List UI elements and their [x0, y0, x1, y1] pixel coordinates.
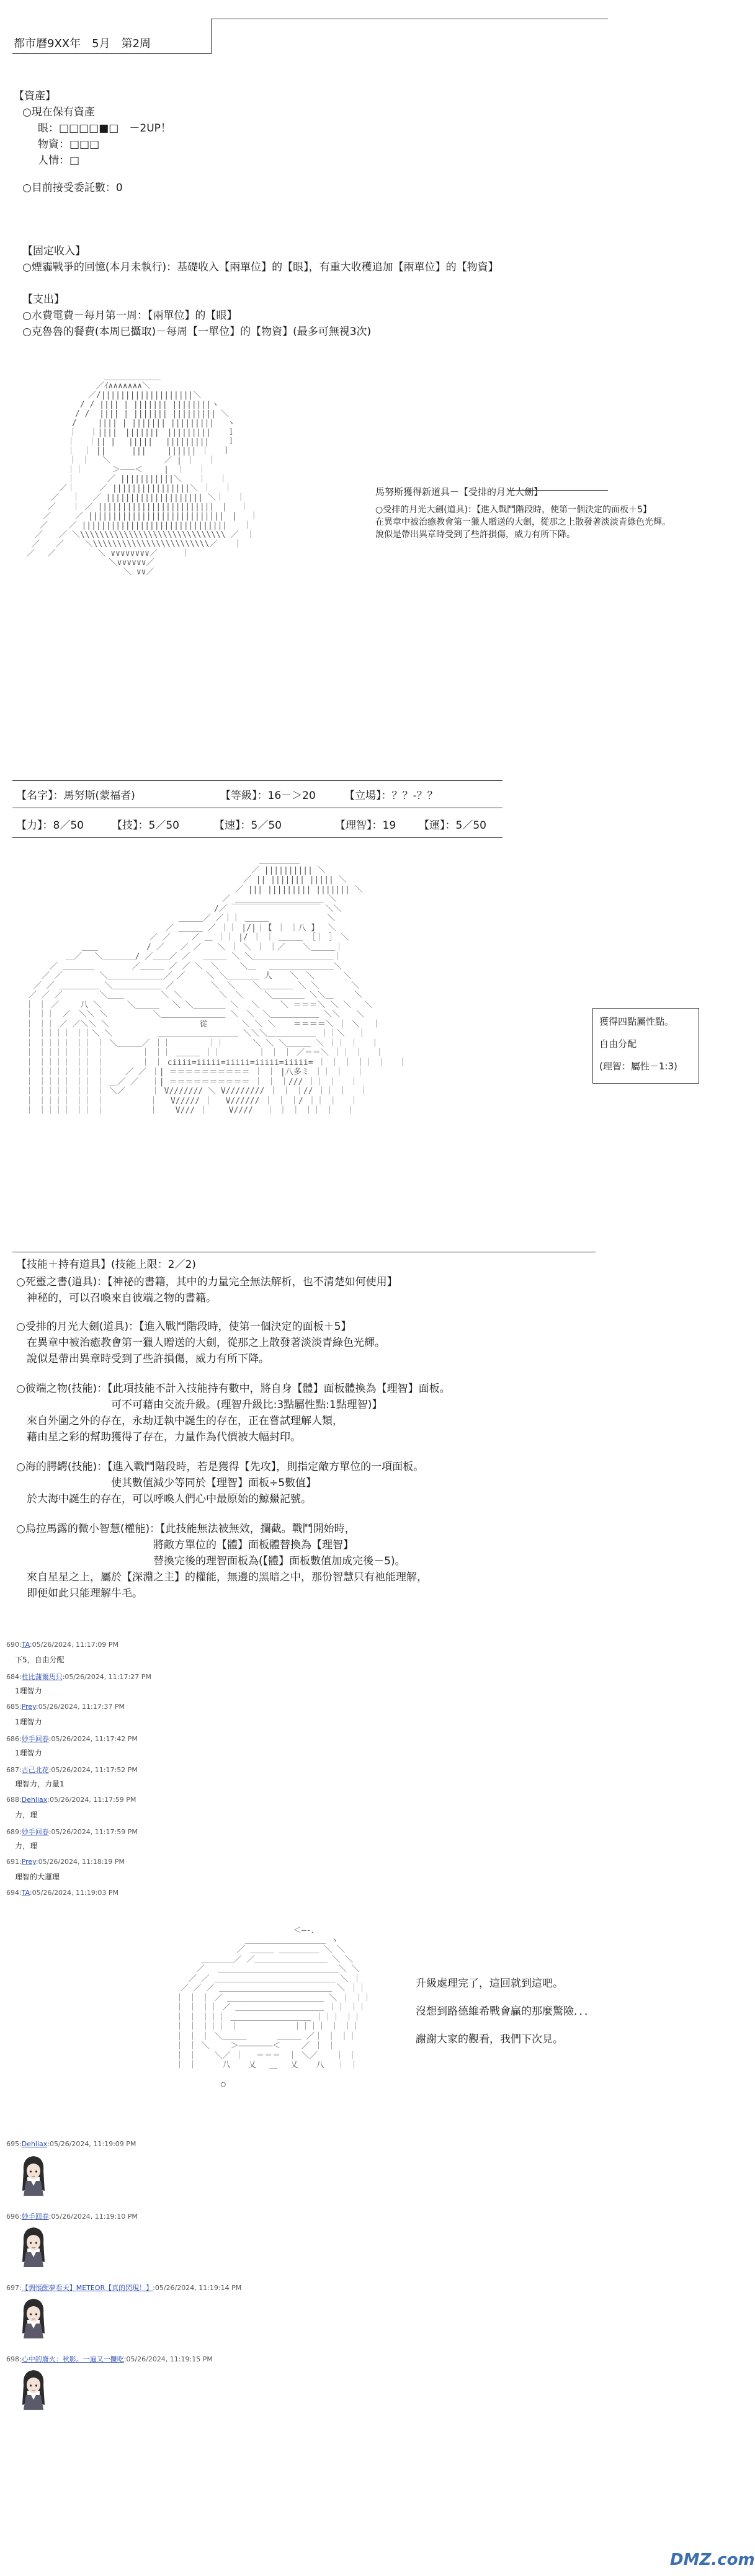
new-item-line1: ○受排的月光大劍(道具)：【進入戰鬥階段時，使第一個決定的面板＋5】	[375, 505, 652, 515]
post-timestamp: :05/26/2024, 11:19:14 PM	[153, 2284, 242, 2292]
post-author-link[interactable]: 杜比蒲爾馬只	[21, 1673, 63, 1681]
new-item-line2: 在異章中被治癒教會第一獵人贈送的大劍，從那之上散發著淡淡青綠色光輝。	[375, 517, 671, 527]
post-header	[6, 1827, 138, 1837]
stat-wisdom: 【理智】：19	[335, 819, 396, 832]
post-timestamp: :05/26/2024, 11:17:37 PM	[35, 1703, 125, 1711]
post-timestamp: :05/26/2024, 11:17:27 PM	[62, 1673, 151, 1681]
skill5-line-e: 即便如此只能理解牛毛。	[16, 1587, 143, 1600]
post-timestamp: :05/26/2024, 11:17:42 PM	[48, 1735, 138, 1743]
skill2-line-b: 在異章中被治癒教會第一獵人贈送的大劍，從那之上散發著淡淡青綠色光輝。	[16, 1337, 385, 1349]
post-author-link[interactable]: TA	[21, 1641, 30, 1649]
post-header	[6, 1858, 125, 1866]
post-body: 理智的大運理	[15, 1873, 60, 1881]
post-header	[6, 1796, 136, 1804]
post-header	[6, 2211, 138, 2221]
post-author-link[interactable]: TA	[21, 1889, 30, 1897]
side-note-line3: (理智：屬性－1:3)	[599, 1061, 677, 1072]
assets-commissions: ○目前接受委託數：0	[22, 182, 123, 194]
post-body: 下5，自由分配	[15, 1656, 65, 1664]
skill5-line-d: 來自星星之上，屬於【深淵之主】的權能，無邊的黑暗之中，那份智慧只有祂能理解，	[16, 1571, 427, 1584]
watermark-logo: DMZ.com	[670, 2551, 755, 2569]
stats-bottom-line	[12, 837, 503, 838]
side-note-box	[592, 1008, 699, 1084]
ascii-art-figure-1: ＿＿＿＿＿＿＿ ／ｲ∧∧∧∧∧∧∧＼ ／/|||||||||||||||||||＼ / / |||| | ||||||| ||||||||ヽ / / |||| | ||||||| ||||||||| ＼ / |||| | ||||||| ||||||||| ヽ ｜ ｜|||| ||||||| ||||||||| ｌ ｜ ｜|| | ||||| ||||||||| ｌ ｜ ｜ || ||| |||||| ｜ ｌ ｜ ｜ ＼ ／ | ｜ ｜ ｜｜ ＞―――＜ | ｜ ｜ ｜ ／ |||||||||||＼ ｜ ｜ ／｜ ／ ||||||||||||||||＼ ｜ ｜ ／ ｜ ／ |||||||||||||||||||| ＼｜ ｜ ／ ｜ ／ |||||||||||||||||||||||| | ｜ ／ ／ |||||||||||||||||||||||||||| | ｜ ／ ／ |||||||||||||||||||||||||||||| ｜ ／ ／ ＼\\\\\\\\\\\\\\\\\\\\\\\\\\\\\\ ／ ｜ ／ ／ ＼\\\\\\\\\\\\\\\\\\\\\\\\／ ｜ ／ ／ ＼ ∨∨∨∨∨∨∨∨／ ｜ ＼∨∨∨∨∨∨／ ＼ ∨∨／	[27, 372, 258, 577]
post-timestamp: :05/26/2024, 11:19:15 PM	[123, 2355, 213, 2363]
post-number: 691:	[6, 1858, 22, 1866]
post-body: 力，理	[15, 1811, 38, 1819]
skill1-line-b: 神秘的，可以召喚來自彼端之物的書籍。	[16, 1292, 217, 1304]
post-header	[6, 2354, 213, 2364]
post-body: 理智力，力量1	[15, 1780, 65, 1788]
stats-top-line	[12, 780, 503, 781]
post-number: 695:	[6, 2140, 22, 2148]
expenses-line2: ○克魯魯的餐費(本周已攝取)－每周【一單位】的【物資】(最多可無視3次)	[22, 326, 372, 338]
post-header	[6, 1672, 151, 1682]
expenses-line1: ○水費電費－每月第一周：【兩單位】的【眼】	[22, 310, 238, 322]
ascii-art-figure-3: ＜―-． ＿＿＿＿＿＿＿＿＿＿ ヽ ／ ＿＿＿ ＿＿＿＿＿ ＼ ＼ ＿＿＿＿／ ／＿＿＿＿＿＿＿＿＿ ＼ ＼ ／ ＿＿＿＿＿＿＿＿＿＿＿＿＿＿＿＼ ＼ ／ ／ ＿＿＿＿＿＿＿＿＿＿＿＿＿＿＿ ＼ ｜ ／ ／ ／ ＿＿＿＿＿＿＿＿＿＿＿＿＿＿ ＼ ｜｜ ｜ ｜ ｜ ／ ＿＿＿＿＿＿＿＿＿＿＿＿ ＼ ｜ ｜｜ ｜ ｜ ｜｜ ／ ＿＿＿＿＿＿＿＿＿＿＿ ｜｜ ｜｜ ｜ ｜ ｜｜｜ ＿＿＿＿＿＿＿＿＿＿ ｜｜｜ ｜｜ ｜ ｜ ｜｜｜ ｜ ｜｜｜｜ ｜ ｜｜ ｜ ｜ ｜ ＼＿＿＿ ＿＿＿ ／｜ ｜ ｜｜ ｜ ｜ ＼ ＞―――――――＜ ／ ｜ ｜ ｜ ｜ ＼／ ｜ ＝＝＝ ｜ ＼／ ｜ ｜ ｜ ｜ 八 乂 ＿ 乂 八 ｜ ｜ ○	[176, 1926, 371, 2089]
post-header	[6, 1703, 125, 1711]
post-timestamp: :05/26/2024, 11:17:09 PM	[29, 1641, 119, 1649]
post-body: 1理智力	[15, 1687, 42, 1695]
post-body: 力，理	[15, 1842, 38, 1850]
post-author-link[interactable]: Dehliax	[21, 2140, 48, 2148]
stat-stance: 【立場】：？？-？？	[344, 790, 438, 802]
assets-feeling: 人情：□	[27, 154, 80, 167]
skill2-line-a: ○受排的月光大劍(道具)：【進入戰鬥階段時，使第一個決定的面板＋5】	[16, 1321, 352, 1333]
post-author-link[interactable]: 古己北花	[21, 1766, 49, 1774]
skill3-line-d: 藉由星之彩的幫助獲得了存在，力量作為代價被大幅封印。	[16, 1431, 301, 1443]
ending-line2: 沒想到路德維希戰會贏的那麼驚險．．．	[416, 2005, 595, 2018]
skills-header: 【技能＋持有道具】(技能上限：2／2)	[16, 1259, 196, 1271]
skill5-line-b: 將敵方單位的【體】面板體替換為【理智】	[16, 1539, 354, 1551]
post-author-link[interactable]: 【惆悵醒夢看天】METEOR【真的閃現！】	[21, 2284, 153, 2292]
assets-eye: 眼：□□□□■□ －2UP！	[27, 122, 171, 135]
post-author-link[interactable]: Dehliax	[21, 1796, 48, 1804]
header-underline	[12, 53, 211, 54]
post-number: 686:	[6, 1735, 22, 1743]
skill1-line-a: ○死靈之書(道具)：【神祕的書籍，其中的力量完全無法解析，也不清楚如何使用】	[16, 1276, 398, 1288]
avatar	[15, 2224, 52, 2267]
skill5-line-a: ○烏拉馬露的微小智慧(權能)：【此技能無法被無效，攔截。戰鬥開始時，	[16, 1523, 355, 1535]
post-number: 687:	[6, 1766, 22, 1774]
post-header	[6, 2283, 241, 2293]
post-header	[6, 1641, 118, 1649]
side-note-line1: 獲得四點屬性點。	[599, 1016, 674, 1027]
stat-speed: 【速】：5／50	[214, 819, 282, 832]
side-note-line2: 自由分配	[599, 1038, 637, 1050]
skill4-line-b: 使其數值減少等同於【理智】面板÷5數值】	[16, 1477, 317, 1489]
assets-material: 物資：□□□	[27, 138, 100, 151]
post-header	[6, 1734, 138, 1744]
expenses-title: 【支出】	[22, 293, 65, 306]
post-number: 685:	[6, 1703, 22, 1711]
skill3-line-a: ○彼端之物(技能)：【此項技能不計入技能持有數中，將自身【體】面板體換為【理智】面板。	[16, 1383, 450, 1395]
post-number: 689:	[6, 1828, 22, 1836]
skill5-line-c: 替換完後的理智面板為(【體】面板數值加成完後－5)。	[16, 1555, 406, 1567]
post-body: 1理智力	[15, 1749, 42, 1757]
stat-name: 【名字】：馬努斯(蒙福者)	[16, 790, 135, 802]
post-author-link[interactable]: 心中的廢火：秋影。一遍又一攤吃	[21, 2355, 124, 2363]
post-number: 684:	[6, 1673, 22, 1681]
stat-level: 【等級】：16－＞20	[220, 790, 316, 802]
skill2-line-c: 說似是帶出異章時受到了些許損傷，威力有所下降。	[16, 1353, 269, 1365]
post-header	[6, 1889, 118, 1897]
post-author-link[interactable]: Prey	[21, 1703, 36, 1711]
stat-skill: 【技】：5／50	[112, 819, 179, 832]
post-body: 1理智力	[15, 1718, 42, 1726]
avatar	[15, 2366, 52, 2410]
post-number: 697:	[6, 2284, 22, 2292]
post-timestamp: :05/26/2024, 11:19:10 PM	[48, 2213, 138, 2221]
ascii-art-figure-2: ＿＿＿＿＿ ／ |||||||||| ＼ ／ || ||||||| ||||| ＼ ／ ||| ||||||||| ||||||| ＼ ／ ＿＿＿＿＿＿＿＿＿＿＿ ＼ /／ ￣￣￣￣￣￣￣￣￣￣￣ ＼＼ ＿＿＿／ ／｜｜ ＿＿＿ ＼ ／ ＿＿＿ ／ ｜｜ |/|｜【 ｜ ｜八 】 ＼ ／ ／ ／ ＿ ｜｜ |/ ｜ ｜ ＿＿＿ ［｜ ］ ＼ ＿＿ / ／ ／ ／ ＼ ｜ ＼ ｜ ｜／ ＼＿＿＿｜ ＿／ ＼＿＿＿＿/ ／＿＿／ ／ ＿＿＿ ＼ ＼＿＿＿＿＿＿＿＿＿＿｜ ／ ＿＿＿＿ ／＿＿＿ ／ ／ ＼ ＼ ＼＿ ＿＿＿＿＿＿＿＿＼ ／ ／ ＼＿＿＿＿＿＿＿／ ／ ＼ ＼＿＿＿＿ 人 ＼ ＼ ＼ ／ ／ ＿＿＿＿＿ ＼＿＿＿＿＿＿ ／ ＼ ＼ ＼＿＿＿＿ ＼ ＼ ＼ ／ ／ ／ ＼＿＿ ＼ ＼ ＼ ＼ ＼＿＿＿＿ ＼＼＿ ＼ ｜ ｜ ／ 八 ＼ ＼＿＿＿ ＼ ＼＿＿＿＿ ＼ ＼ ＼ ＝＝＝＼ ＼ ＼ ＼ ｜ ｜｜ ／ ＼＼ ＼ ＼＿＿＿＿＿＿＿＿ ＼ ＼ ＼＿＿＿＿＿＿ ＼＼ ＼ ｜ ｜｜ ／ ／＼＼ ＼ 從 ＼ ＼ ＼ ＝＝＝＝＼ ｜ ＼ ｜ ｜ ｜｜｜｜ ｜｜＼ ＼ ＿＿＿＿＿＿＿＿＿＿ ＼＼＼＿＿＿＿＿＿ ｜｜＼ ｜ ｜ ｜｜｜｜ ｜｜ ｜ ＼＿＿＿／ ｜｜ ｜｜ ＼ ＼ ＼＿＿＿ ＼ ｜｜ ｜ ｜ ｜ ｜｜｜｜ ｜｜ ｜ ｜ ｜｜ ＿＿＿ ｜｜ ｜ ｜ ｜ ／＝＝＼ ｜｜ ｜ ｜ ｜ ｜｜｜｜ ｜｜ ｜ ｜ ｜ ciiii=iiiii=iiiii=iiiii=iiiii= ｜ ｜ ｜ ｜｜ ｜ ｜ ｜ ｜｜｜｜ ｜｜ ｜ ／ ／ ｜| ＝＝＝＝＝＝＝＝＝＝ ｜ ｜ |八多ミ ｜｜ ｜ ｜ ｜ ｜｜｜｜ ｜｜ ｜ ＿／ ／ ｜| ＝＝＝＝＝＝＝＝＝＝ ｜ ｜ ｜/// ｜｜ ｜ ｜ ｜ ｜｜｜｜ ｜｜ ｜ ＼／ ｜ V/////// ＼ V//////// ｜ ｜ ｜// ｜｜ ｜ ｜ ｜ ｜｜｜｜ ｜｜ ｜ ｜ V///// ｜ V////// ｜ ｜ ｜/ ｜｜ ｜ ｜ ｜ ｜｜｜｜ ｜｜ ｜ ｜ V/// ｜ V//// ｜ ｜ ｜ ｜｜ ｜ ｜	[25, 856, 407, 1115]
post-timestamp: :05/26/2024, 11:17:52 PM	[48, 1766, 138, 1774]
post-header	[6, 1765, 138, 1775]
post-author-link[interactable]: 妙手回春	[21, 1828, 49, 1836]
stat-luck: 【運】：5／50	[419, 819, 486, 832]
post-header	[6, 2140, 136, 2148]
post-number: 696:	[6, 2213, 22, 2221]
assets-holding: ○現在保有資產	[22, 106, 95, 118]
post-author-link[interactable]: Prey	[21, 1858, 36, 1866]
new-item-title-line	[509, 490, 608, 491]
post-number: 698:	[6, 2355, 22, 2363]
assets-title: 【資產】	[14, 90, 56, 102]
stat-power: 【力】：8／50	[16, 819, 84, 832]
post-author-link[interactable]: 妙手回春	[21, 2213, 49, 2221]
post-timestamp: :05/26/2024, 11:17:59 PM	[48, 1828, 138, 1836]
skill3-line-c: 來自外圍之外的存在，永劫迂執中誕生的存在，正在嘗試理解人類，	[16, 1415, 343, 1427]
skill4-line-a: ○海的腭齶(技能)：【進入戰鬥階段時，若是獲得【先攻】，則指定敵方單位的一項面板。	[16, 1461, 424, 1473]
header-side-line	[211, 19, 212, 54]
ending-line3: 謝謝大家的觀看，我們下次見。	[416, 2033, 563, 2046]
post-author-link[interactable]: 妙手回春	[21, 1735, 49, 1743]
avatar	[15, 2152, 52, 2196]
avatar	[15, 2295, 52, 2338]
post-number: 694:	[6, 1889, 22, 1897]
post-timestamp: :05/26/2024, 11:19:03 PM	[29, 1889, 119, 1897]
new-item-line3: 說似是帶出異章時受到了些許損傷，威力有所下降。	[375, 530, 575, 540]
skill4-line-c: 於大海中誕生的存在，可以呼喚人們心中最原始的鯨鱟記號。	[16, 1493, 311, 1505]
new-item-title: 馬努斯獲得新道具－【受排的月光大劍】	[375, 486, 543, 497]
ending-line1: 升級處理完了，這回就到這吧。	[416, 1977, 563, 1990]
fixed-income-line: ○煙霾戰爭的回憶(本月未執行)：基礎收入【兩單位】的【眼】，有重大收穫追加【兩單位】的【物資】	[22, 261, 499, 274]
post-timestamp: :05/26/2024, 11:17:59 PM	[47, 1796, 136, 1804]
skill3-line-b: 可不可藉由交流升級。(理智升級比:3點屬性點:1點理智)】	[16, 1399, 383, 1411]
header-date: 都市曆9XX年 5月 第2周	[14, 37, 151, 50]
post-timestamp: :05/26/2024, 11:19:09 PM	[47, 2140, 136, 2148]
post-number: 690:	[6, 1641, 22, 1649]
fixed-income-title: 【固定收入】	[22, 245, 86, 257]
post-timestamp: :05/26/2024, 11:18:19 PM	[35, 1858, 125, 1866]
post-number: 688:	[6, 1796, 22, 1804]
